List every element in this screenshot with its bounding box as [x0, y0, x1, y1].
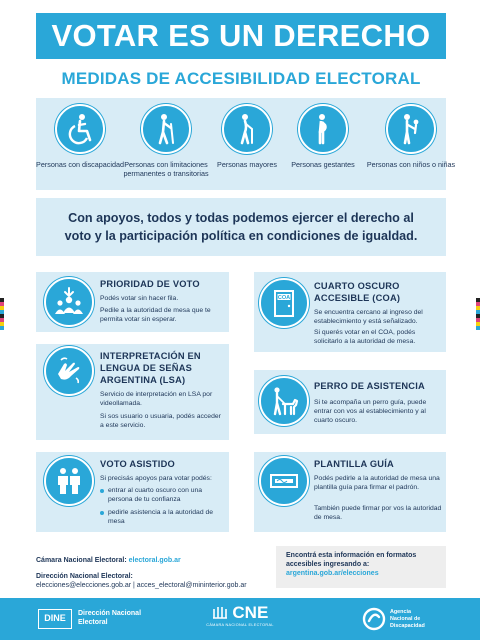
signature-template-icon [259, 456, 309, 506]
list-item: entrar al cuarto oscuro con una persona de tu confianza [100, 486, 225, 504]
accessible-formats-box [276, 546, 446, 588]
card-list [100, 486, 225, 526]
andis-logo [362, 607, 452, 636]
door-label: COA [277, 295, 291, 301]
dine-name-line: Electoral [78, 619, 108, 626]
accessibility-wheelchair-icon [55, 104, 105, 154]
guide-dog-icon [259, 376, 309, 426]
elecciones-link[interactable]: argentina.gob.ar/elecciones [286, 570, 379, 577]
card-text: Si querés votar en el COA, podés solicitarlo a la autoridad de mesa. [314, 329, 416, 345]
andis-name-line: Discapacidad [390, 623, 425, 629]
card-text: También puede firmar por vos la autoridad de mesa. [314, 505, 442, 521]
group-label: Personas con niños o niñas [366, 160, 456, 169]
sign-language-icon [44, 346, 94, 396]
footer [0, 598, 480, 640]
card-text: Si sos usuario o usuaria, podés acceder a este servicio. [100, 413, 221, 429]
crutch-person-icon [141, 104, 191, 154]
group-discapacidad [35, 104, 125, 169]
card-text: Servicio de interpretación en LSA por videollamada. [100, 391, 213, 407]
card-perro [254, 370, 446, 434]
card-text: Si precisás apoyos para votar podés: [100, 475, 212, 482]
card-cuarto-oscuro [254, 272, 446, 352]
dine-name [78, 609, 141, 627]
card-text: Si te acompaña un perro guía, puede entrar con vos al establecimiento y al cuarto oscuro. [314, 399, 427, 424]
card-text: Pedile a la autoridad de mesa que te permita votar sin esperar. [100, 307, 211, 323]
print-registration-mark-right [476, 298, 480, 330]
print-registration-mark-left [0, 298, 4, 330]
statement: Con apoyos, todos y todas podemos ejercer el derecho al voto y la participación política en condiciones de igualdad. [36, 198, 446, 256]
card-title: CUARTO OSCURO ACCESIBLE (COA) [314, 281, 401, 303]
more-text: Encontrá esta información en formatos accesibles ingresando a: [286, 552, 417, 568]
group-gestantes [278, 104, 368, 169]
adult-with-child-icon [386, 104, 436, 154]
andis-name-line: Agencia [390, 609, 411, 615]
contact-label: Dirección Nacional Electoral: [36, 573, 133, 580]
group-ninos [366, 104, 456, 169]
poster-title: VOTAR ES UN DERECHO [36, 13, 446, 59]
group-label: Personas mayores [217, 160, 277, 169]
andis-emblem-icon [362, 607, 386, 631]
andis-name-line: Nacional de [390, 616, 421, 622]
dine-emails[interactable]: elecciones@elecciones.gob.ar | acces_electoral@mininterior.gob.ar [36, 582, 247, 589]
cne-logo-text [200, 604, 280, 622]
dine-name-line: Dirección Nacional [78, 610, 142, 617]
card-voto-asistido [36, 452, 229, 532]
cne-building-icon [212, 605, 228, 619]
two-people-icon [44, 456, 94, 506]
poster-subtitle: MEDIDAS DE ACCESIBILIDAD ELECTORAL [61, 69, 421, 88]
group-label: Personas con discapacidad [36, 160, 124, 169]
andis-name [390, 609, 425, 630]
dine-logo: DINE [38, 609, 72, 629]
card-text: Se encuentra cercano al ingreso del establecimiento y está señalizado. [314, 309, 423, 325]
card-lsa [36, 344, 229, 440]
cne-link[interactable]: electoral.gob.ar [128, 557, 181, 564]
priority-queue-icon [44, 277, 94, 327]
elderly-person-icon [222, 104, 272, 154]
contact-dine [36, 572, 247, 590]
contact-label: Cámara Nacional Electoral: [36, 557, 127, 564]
card-title: PLANTILLA GUÍA [314, 459, 394, 469]
cne-logo [200, 604, 280, 628]
group-label: Personas con limitaciones permanentes o transitorias [123, 160, 209, 178]
groups-band [36, 98, 456, 190]
cne-acronym: CNE [232, 603, 269, 622]
card-title: PRIORIDAD DE VOTO [100, 279, 200, 289]
card-prioridad [36, 272, 229, 332]
card-text: Podés votar sin hacer fila. [100, 295, 179, 302]
cne-fullname: CÁMARA NACIONAL ELECTORAL [206, 623, 274, 627]
card-title: INTERPRETACIÓN EN LENGUA DE SEÑAS ARGENTINA (LSA) [100, 351, 201, 385]
card-title: VOTO ASISTIDO [100, 459, 175, 469]
card-title: PERRO DE ASISTENCIA [314, 381, 425, 391]
group-label: Personas gestantes [291, 160, 355, 169]
door-coa-icon [259, 278, 309, 328]
list-item: pedirle asistencia a la autoridad de mesa [100, 508, 225, 526]
card-plantilla [254, 452, 446, 532]
card-text: Podés pedirle a la autoridad de mesa una plantilla guía para firmar el padrón. [314, 475, 440, 491]
pregnant-person-icon [298, 104, 348, 154]
contact-cne [36, 556, 181, 565]
